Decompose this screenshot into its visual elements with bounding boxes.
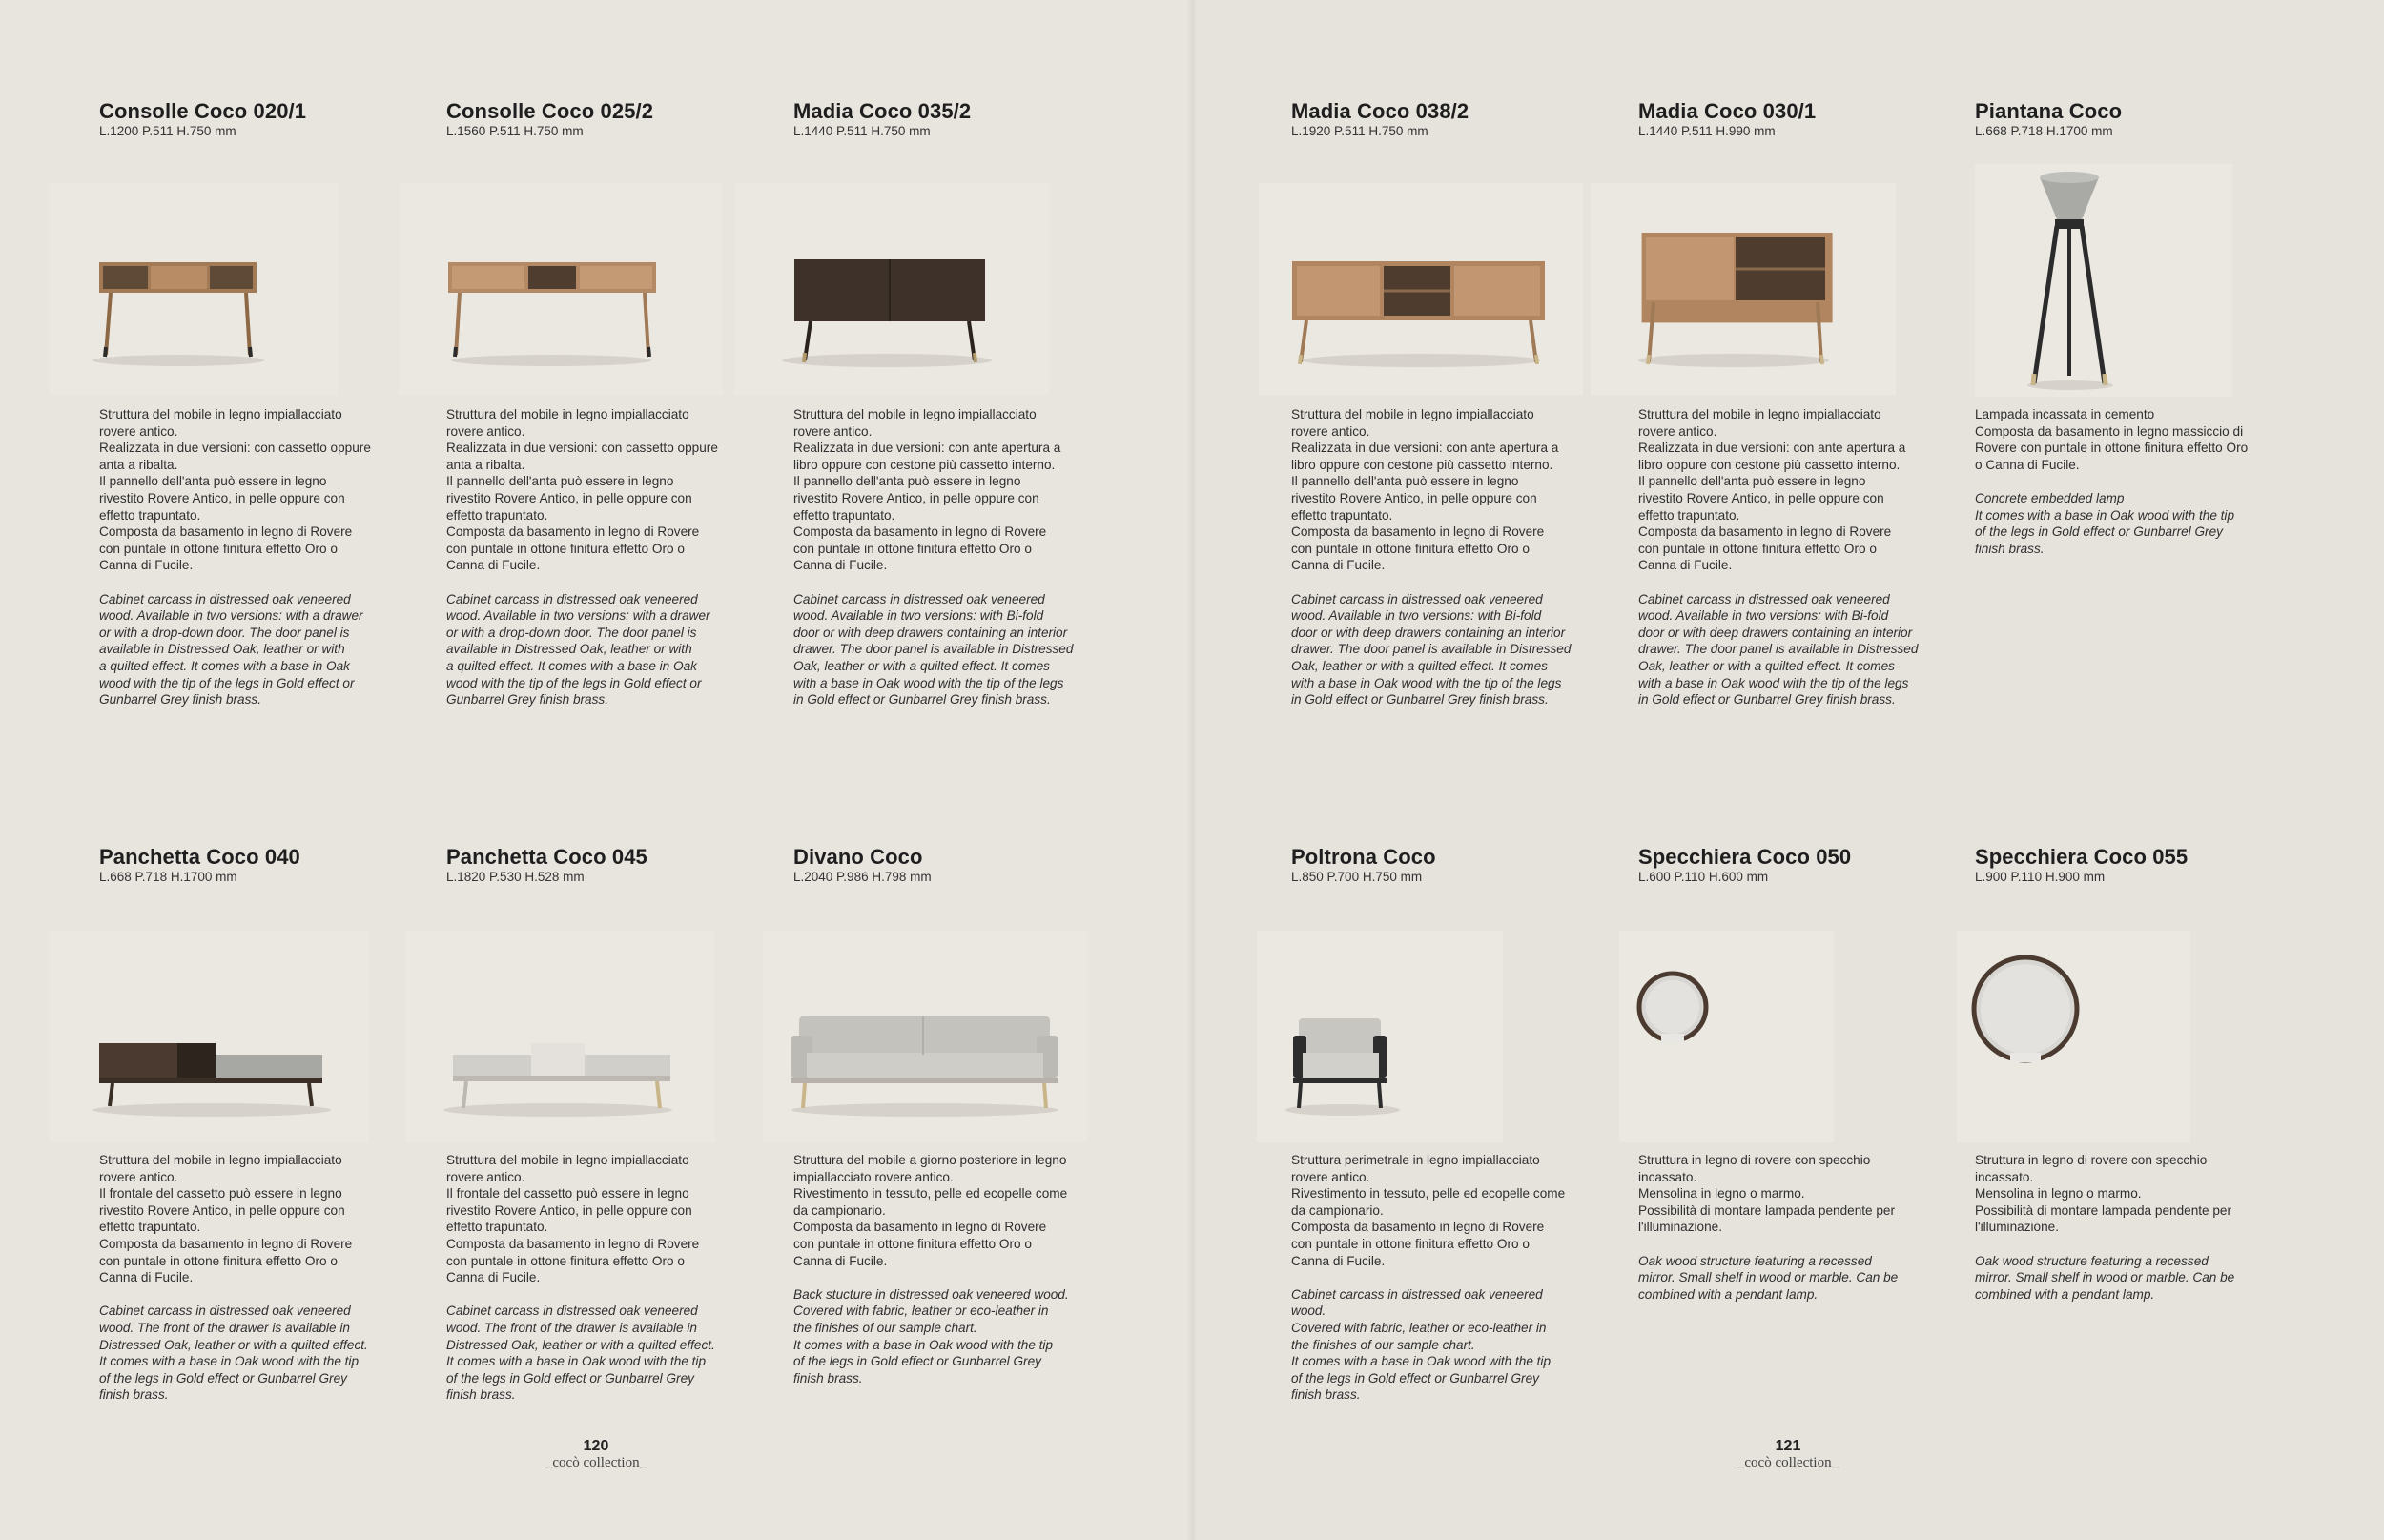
product-description-specchiera-050 — [1638, 1152, 1953, 1303]
description-italian: Struttura del mobile in legno impiallacciato rovere antico. Realizzata in due versioni: con cassetto oppure anta a ribalta. Il pannello dell'anta può essere in legno rivestito Rovere Antico, in pelle oppure con effetto trapuntato. Composta da basamento in legno di Rovere con puntale in ottone finitura effetto Oro o Canna di Fucile. — [446, 407, 718, 573]
product-title: Specchiera Coco 050 — [1638, 845, 1852, 869]
description-english: Back stucture in distressed oak veneered wood. Covered with fabric, leather or eco-leather in the finishes of our sample chart. It comes with a base in Oak wood with the tip of the legs in Gold effect or Gunbarrel Grey finish brass. — [793, 1286, 1069, 1386]
product-consolle-020-1 — [99, 99, 409, 139]
description-english: Cabinet carcass in distressed oak veneered wood. Available in two versions: with Bi-fold door or with deep drawers containing an interior drawer. The door panel is available in Distressed Oak, leather or with a quilted effect. It comes with a base in Oak wood with the tip of the legs in Gold effect or Gunbarrel Grey finish brass. — [793, 591, 1074, 708]
page-number: 121 — [1775, 1438, 1801, 1454]
consolle-image — [50, 183, 338, 395]
product-piantana — [1975, 99, 2285, 139]
product-title: Madia Coco 035/2 — [793, 99, 972, 123]
description-italian: Struttura del mobile in legno impiallacciato rovere antico. Realizzata in due versioni: con ante apertura a libro oppure con cestone più cassetto interno. Il pannello dell'anta può essere in legno rivestito Rovere Antico, in pelle oppure con effetto trapuntato. Composta da basamento in legno di Rovere con puntale in ottone finitura effetto Oro o Canna di Fucile. — [793, 407, 1061, 573]
product-description-madia-035-2 — [793, 406, 1108, 708]
product-poltrona — [1291, 845, 1601, 885]
product-madia-038-2 — [1291, 99, 1601, 139]
product-dimensions: L.1820 P.530 H.528 mm — [446, 870, 585, 884]
product-photo-piantana — [1975, 164, 2232, 397]
product-dimensions: L.1920 P.511 H.750 mm — [1291, 124, 1428, 138]
product-dimensions: L.900 P.110 H.900 mm — [1975, 870, 2106, 884]
product-photo-madia-030-1 — [1591, 183, 1896, 395]
product-description-consolle-025-2 — [446, 406, 761, 708]
description-english: Oak wood structure featuring a recessed mirror. Small shelf in wood or marble. Can be combined with a pendant lamp. — [1638, 1253, 1899, 1302]
product-dimensions: L.1440 P.511 H.750 mm — [793, 124, 931, 138]
sideboard-image — [734, 183, 1049, 395]
product-photo-consolle-025-2 — [399, 183, 723, 395]
product-madia-035-2 — [793, 99, 1103, 139]
floor-lamp-image — [1975, 164, 2232, 397]
product-dimensions: L.850 P.700 H.750 mm — [1291, 870, 1423, 884]
product-title: Madia Coco 030/1 — [1638, 99, 1817, 123]
product-description-divano — [793, 1152, 1108, 1386]
description-english: Oak wood structure featuring a recessed mirror. Small shelf in wood or marble. Can be combined with a pendant lamp. — [1975, 1253, 2235, 1302]
product-title: Consolle Coco 025/2 — [446, 99, 654, 123]
description-english: Cabinet carcass in distressed oak veneered wood. The front of the drawer is available in Distressed Oak, leather or with a quilted effect. It comes with a base in Oak wood with the tip of the legs in Gold effect or Gunbarrel Grey finish brass. — [446, 1304, 715, 1403]
bench-image — [50, 931, 369, 1142]
product-title: Panchetta Coco 040 — [99, 845, 300, 869]
description-italian: Struttura del mobile in legno impiallacciato rovere antico. Realizzata in due versioni: con ante apertura a libro oppure con cestone più cassetto interno. Il pannello dell'anta può essere in legno rivestito Rovere Antico, in pelle oppure con effetto trapuntato. Composta da basamento in legno di Rovere con puntale in ottone finitura effetto Oro o Canna di Fucile. — [1291, 407, 1559, 573]
product-title: Piantana Coco — [1975, 99, 2123, 123]
description-italian: Struttura del mobile in legno impiallacciato rovere antico. Realizzata in due versioni: con ante apertura a libro oppure con cestone più cassetto interno. Il pannello dell'anta può essere in legno rivestito Rovere Antico, in pelle oppure con effetto trapuntato. Composta da basamento in legno di Rovere con puntale in ottone finitura effetto Oro o Canna di Fucile. — [1638, 407, 1906, 573]
product-description-madia-038-2 — [1291, 406, 1606, 708]
product-consolle-025-2 — [446, 99, 756, 139]
product-dimensions: L.1560 P.511 H.750 mm — [446, 124, 584, 138]
page-number-left — [501, 1438, 691, 1470]
product-title: Consolle Coco 020/1 — [99, 99, 307, 123]
description-english: Cabinet carcass in distressed oak veneered wood. Available in two versions: with a drawer or with a drop-down door. The door panel is available in Distressed Oak, leather or with a quilted effect. It comes with a base in Oak wood with the tip of the legs in Gold effect or Gunbarrel Grey finish brass. — [446, 591, 710, 708]
product-description-piantana — [1975, 406, 2290, 557]
description-english: Cabinet carcass in distressed oak veneered wood. Covered with fabric, leather or eco-leather in the finishes of our sample chart. It comes with a base in Oak wood with the tip of the legs in Gold effect or Gunbarrel Grey finish brass. — [1291, 1286, 1552, 1403]
description-italian: Struttura del mobile in legno impiallacciato rovere antico. Realizzata in due versioni: con cassetto oppure anta a ribalta. Il pannello dell'anta può essere in legno rivestito Rovere Antico, in pelle oppure con effetto trapuntato. Composta da basamento in legno di Rovere con puntale in ottone finitura effetto Oro o Canna di Fucile. — [99, 407, 371, 573]
product-dimensions: L.668 P.718 H.1700 mm — [1975, 124, 2113, 138]
description-italian: Struttura perimetrale in legno impiallacciato rovere antico. Rivestimento in tessuto, pelle ed ecopelle come da campionario. Composta da basamento in legno di Rovere con puntale in ottone finitura effetto Oro o Canna di Fucile. — [1291, 1153, 1566, 1268]
product-photo-divano — [763, 931, 1087, 1142]
product-madia-030-1 — [1638, 99, 1948, 139]
description-italian: Lampada incassata in cemento Composta da basamento in legno massiccio di Rovere con puntale in ottone finitura effetto Oro o Canna di Fucile. — [1975, 407, 2249, 472]
product-photo-madia-035-2 — [734, 183, 1049, 395]
product-description-panchetta-040 — [99, 1152, 414, 1404]
description-italian: Struttura in legno di rovere con specchio incassato. Mensolina in legno o marmo. Possibilità di montare lampada pendente per l'illuminazione. — [1975, 1153, 2232, 1235]
mirror-image — [1957, 931, 2190, 1142]
product-title: Madia Coco 038/2 — [1291, 99, 1469, 123]
product-description-consolle-020-1 — [99, 406, 414, 708]
description-italian: Struttura in legno di rovere con specchio incassato. Mensolina in legno o marmo. Possibilità di montare lampada pendente per l'illuminazione. — [1638, 1153, 1896, 1235]
page-number-right — [1693, 1438, 1883, 1470]
page-number: 120 — [583, 1438, 609, 1454]
product-photo-consolle-020-1 — [50, 183, 338, 395]
bench-image — [405, 931, 715, 1142]
consolle-image — [399, 183, 723, 395]
collection-name: _cocò collection_ — [1737, 1455, 1839, 1470]
product-title: Divano Coco — [793, 845, 923, 869]
description-english: Cabinet carcass in distressed oak veneered wood. Available in two versions: with Bi-fold door or with deep drawers containing an interior drawer. The door panel is available in Distressed Oak, leather or with a quilted effect. It comes with a base in Oak wood with the tip of the legs in Gold effect or Gunbarrel Grey finish brass. — [1638, 591, 1919, 708]
description-english: Concrete embedded lamp It comes with a base in Oak wood with the tip of the legs in Gold effect or Gunbarrel Grey finish brass. — [1975, 490, 2235, 556]
product-photo-specchiera-050 — [1619, 931, 1834, 1142]
product-description-poltrona — [1291, 1152, 1606, 1404]
product-specchiera-055 — [1975, 845, 2285, 885]
product-photo-panchetta-045 — [405, 931, 715, 1142]
description-italian: Struttura del mobile in legno impiallacciato rovere antico. Il frontale del cassetto può essere in legno rivestito Rovere Antico, in pelle oppure con effetto trapuntato. Composta da basamento in legno di Rovere con puntale in ottone finitura effetto Oro o Canna di Fucile. — [446, 1153, 700, 1285]
description-english: Cabinet carcass in distressed oak veneered wood. The front of the drawer is available in Distressed Oak, leather or with a quilted effect. It comes with a base in Oak wood with the tip of the legs in Gold effect or Gunbarrel Grey finish brass. — [99, 1304, 368, 1403]
sideboard-image — [1591, 183, 1896, 395]
product-panchetta-040 — [99, 845, 409, 885]
product-title: Panchetta Coco 045 — [446, 845, 647, 869]
product-dimensions: L.1440 P.511 H.990 mm — [1638, 124, 1776, 138]
armchair-image — [1257, 931, 1503, 1142]
product-photo-specchiera-055 — [1957, 931, 2190, 1142]
product-specchiera-050 — [1638, 845, 1948, 885]
description-english: Cabinet carcass in distressed oak veneered wood. Available in two versions: with Bi-fold door or with deep drawers containing an interior drawer. The door panel is available in Distressed Oak, leather or with a quilted effect. It comes with a base in Oak wood with the tip of the legs in Gold effect or Gunbarrel Grey finish brass. — [1291, 591, 1572, 708]
product-panchetta-045 — [446, 845, 756, 885]
product-dimensions: L.668 P.718 H.1700 mm — [99, 870, 237, 884]
product-title: Poltrona Coco — [1291, 845, 1436, 869]
description-english: Cabinet carcass in distressed oak veneered wood. Available in two versions: with a drawer or with a drop-down door. The door panel is available in Distressed Oak, leather or with a quilted effect. It comes with a base in Oak wood with the tip of the legs in Gold effect or Gunbarrel Grey finish brass. — [99, 591, 363, 708]
page-gutter — [1186, 0, 1198, 1540]
description-italian: Struttura del mobile a giorno posteriore in legno impiallacciato rovere antico. Rivestimento in tessuto, pelle ed ecopelle come da campionario. Composta da basamento in legno di Rovere con puntale in ottone finitura effetto Oro o Canna di Fucile. — [793, 1153, 1068, 1268]
product-description-specchiera-055 — [1975, 1152, 2290, 1303]
collection-name: _cocò collection_ — [545, 1455, 647, 1470]
product-description-madia-030-1 — [1638, 406, 1953, 708]
description-italian: Struttura del mobile in legno impiallacciato rovere antico. Il frontale del cassetto può essere in legno rivestito Rovere Antico, in pelle oppure con effetto trapuntato. Composta da basamento in legno di Rovere con puntale in ottone finitura effetto Oro o Canna di Fucile. — [99, 1153, 353, 1285]
product-dimensions: L.600 P.110 H.600 mm — [1638, 870, 1769, 884]
product-dimensions: L.1200 P.511 H.750 mm — [99, 124, 236, 138]
product-dimensions: L.2040 P.986 H.798 mm — [793, 870, 932, 884]
sofa-image — [763, 931, 1087, 1142]
product-photo-panchetta-040 — [50, 931, 369, 1142]
product-photo-madia-038-2 — [1259, 183, 1583, 395]
product-description-panchetta-045 — [446, 1152, 761, 1404]
product-photo-poltrona — [1257, 931, 1503, 1142]
product-title: Specchiera Coco 055 — [1975, 845, 2189, 869]
product-divano — [793, 845, 1103, 885]
mirror-image — [1619, 931, 1834, 1142]
sideboard-image — [1259, 183, 1583, 395]
